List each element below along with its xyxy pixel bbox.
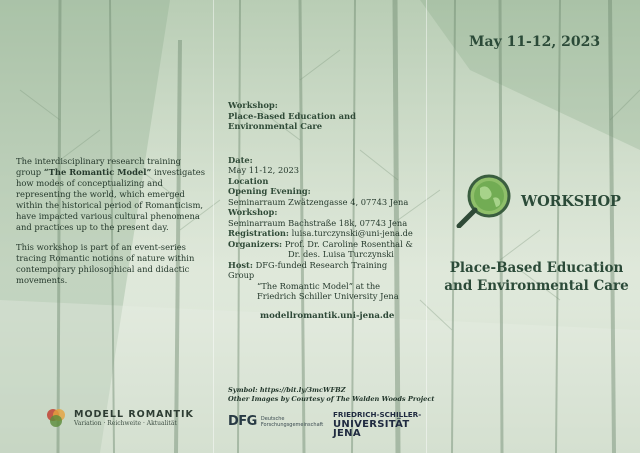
date-value: May 11-12, 2023 <box>228 165 300 175</box>
cover-title <box>433 259 640 295</box>
credit-symbol: Symbol: https://bit.ly/3mcWFBZ <box>228 386 346 394</box>
opening-label: Opening Evening: <box>228 186 311 196</box>
workshop-title-1: Place-Based Education and <box>228 110 356 121</box>
panel-left-text <box>16 156 206 295</box>
organizers-row <box>228 239 413 250</box>
host-row <box>228 260 413 281</box>
intro-pre: The interdisciplinary research training group <box>16 156 182 177</box>
host-label: Host: <box>228 259 253 270</box>
image-credits <box>228 386 434 404</box>
romantik-circles-icon <box>44 406 68 430</box>
intro-paragraph <box>16 156 206 233</box>
workshop-logo-word: WORKSHOP <box>521 193 621 210</box>
fold-line-1 <box>213 0 214 453</box>
ws-location-value: Seminarraum Bachstraße 18k, 07743 Jena <box>228 217 408 228</box>
dfg-text-2: Forschungsgemeinschaft <box>260 421 324 428</box>
host-3: Friedrich Schiller University Jena <box>257 291 399 301</box>
uni-line-1: FRIEDRICH-SCHILLER- <box>333 410 422 419</box>
organizers-2: Dr. des. Luisa Turczynski <box>288 249 394 259</box>
registration-label: Registration: <box>228 228 289 238</box>
group-name: “The Romantic Model” <box>43 167 152 177</box>
workshop-title-2: Environmental Care <box>228 121 323 131</box>
uni-line-2: UNIVERSITÄT <box>333 418 410 430</box>
website-link[interactable]: modellromantik.uni-jena.de <box>260 311 395 321</box>
panel-middle-info <box>228 100 413 302</box>
cover-title-2: and Environmental Care <box>444 278 629 294</box>
dfg-mark: DFG <box>228 414 257 429</box>
dfg-logo <box>228 414 323 429</box>
credit-images: Other Images by Courtesy of The Walden Woods Project <box>228 395 435 403</box>
cover-date: May 11-12, 2023 <box>469 34 601 50</box>
modell-romantik-logo <box>44 406 194 430</box>
location-label: Location <box>228 175 269 186</box>
organizers-1: Prof. Dr. Caroline Rosenthal & <box>284 238 413 249</box>
ws-location-label: Workshop: <box>228 207 278 217</box>
logo-subtitle: Variation · Reichweite · Aktualität <box>74 420 177 427</box>
cover-title-1: Place-Based Education <box>449 260 624 276</box>
opening-value: Seminarraum Zwätzengasse 4, 07743 Jena <box>228 196 409 207</box>
intro-post: investigates how modes of conceptualizing and representing the world, which emerged within the historical period of Romanticism, have impacted various cultural phenomena and practices up to the present day. <box>16 167 206 232</box>
host-2: “The Romantic Model” at the <box>257 280 381 291</box>
logo-title: MODELL ROMANTIK <box>74 409 194 420</box>
registration-row <box>228 228 413 239</box>
series-paragraph: This workshop is part of an event-series tracing Romantic notions of nature within contemporary philosophical and didactic movements. <box>16 242 195 285</box>
uni-line-3: JENA <box>333 428 361 439</box>
date-label: Date: <box>228 154 253 165</box>
registration-email[interactable]: luisa.turczynski@uni-jena.de <box>291 228 413 238</box>
workshop-label: Workshop: <box>228 100 278 110</box>
host-1: DFG-funded Research Training Group <box>228 259 388 280</box>
organizers-label: Organizers: <box>228 238 283 249</box>
uni-jena-logo <box>333 410 421 439</box>
dfg-text-1: Deutsche <box>260 415 285 422</box>
